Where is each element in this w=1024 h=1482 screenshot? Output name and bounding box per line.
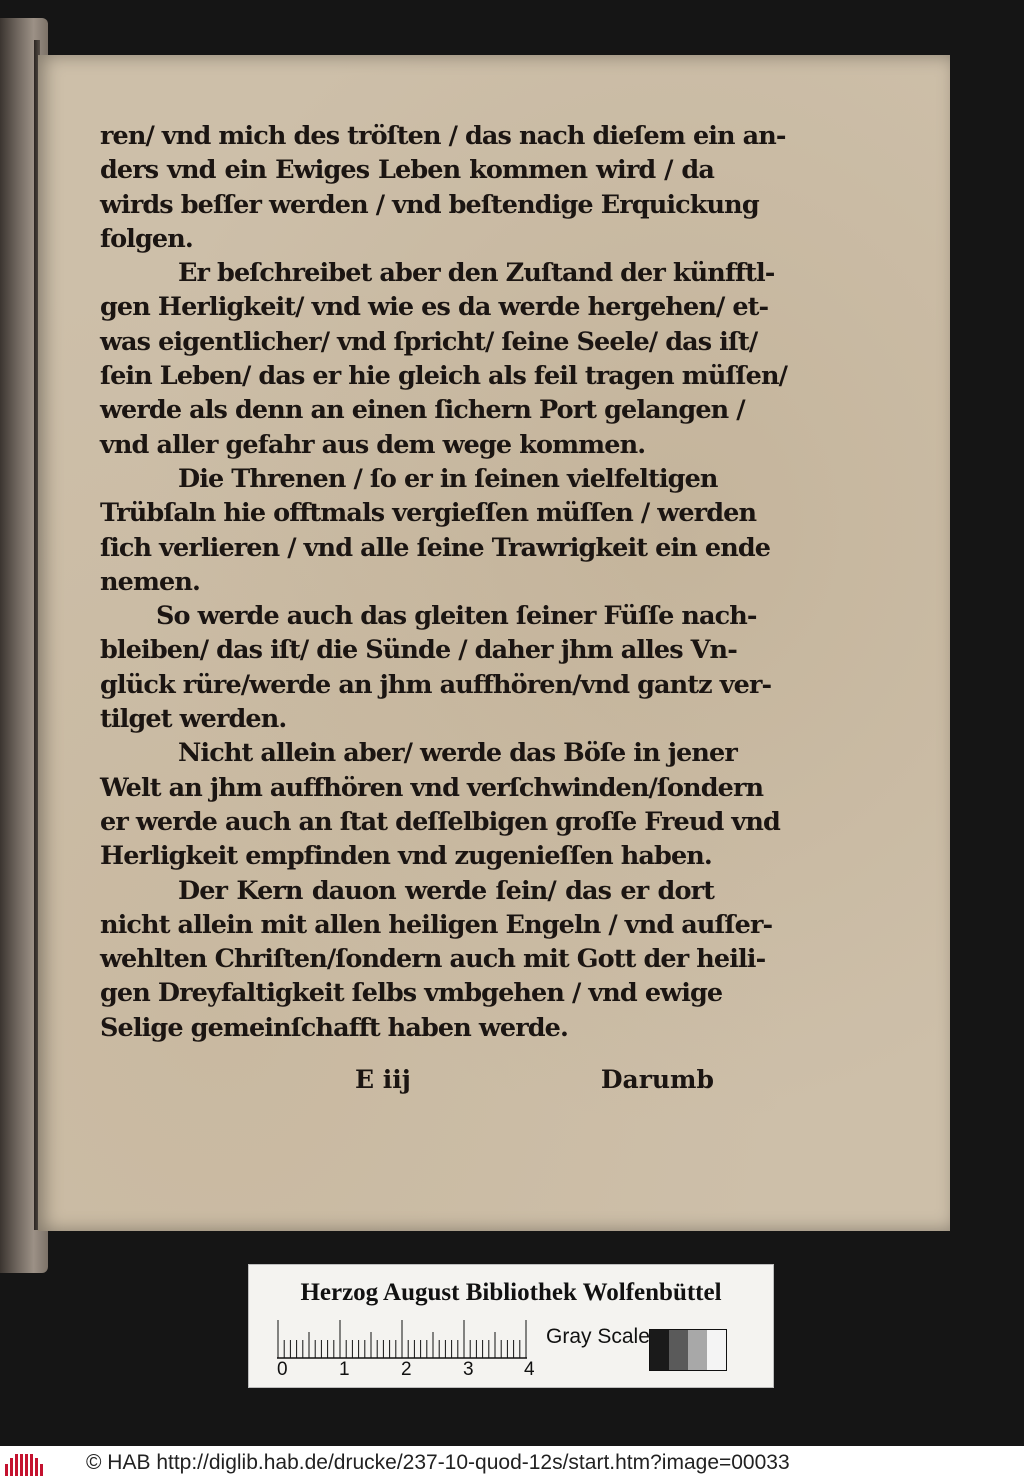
text-line-8: ſein Leben/ das er hie gleich als feil tragen müſſen/ (100, 361, 787, 392)
gray-scale-swatches (649, 1329, 727, 1371)
text-line-25: wehlten Chriſten/ſondern auch mit Gott der heili- (100, 944, 766, 975)
ruler-numbers (271, 1359, 541, 1381)
text-line-23: Der Kern dauon werde ſein/ das er dort (178, 875, 714, 906)
text-line-12: Trübſaln hie offtmals vergieſſen müſſen / werden (100, 498, 757, 529)
ruler-number-3: 3 (463, 1359, 474, 1380)
gray-swatch-3 (688, 1330, 707, 1370)
page-footer-row (100, 1065, 714, 1105)
ruler-number-0: 0 (277, 1359, 288, 1380)
text-line-3: wirds beſſer werden / vnd beſtendige Erquickung (100, 189, 759, 220)
text-line-19: Nicht allein aber/ werde das Böſe in jener (178, 738, 737, 769)
text-line-14: nemen. (100, 566, 200, 597)
text-line-22: Herligkeit empfinden vnd zugenieſſen haben. (100, 841, 712, 872)
ruler-number-4: 4 (524, 1359, 535, 1380)
hab-logo-icon (5, 1454, 43, 1476)
scale-ruler (277, 1319, 529, 1359)
page-text-block (100, 119, 787, 1045)
ruler-number-1: 1 (339, 1359, 350, 1380)
status-bar (0, 1446, 1024, 1482)
gray-scale-label: Gray Scale (546, 1325, 650, 1348)
card-title: Herzog August Bibliothek Wolfenbüttel (300, 1279, 722, 1306)
gray-swatch-1 (650, 1330, 669, 1370)
text-line-10: vnd aller gefahr aus dem wege kommen. (100, 429, 646, 460)
text-line-18: tilget werden. (100, 704, 287, 735)
text-line-24: nicht allein mit allen heiligen Engeln / vnd auſſer- (100, 909, 773, 940)
signature-mark: E iij (355, 1065, 411, 1094)
text-line-1: ren/ vnd mich des tröſten / das nach dieſem ein an- (100, 121, 786, 151)
text-line-2: ders vnd ein Ewiges Leben kommen wird / da (100, 155, 714, 186)
text-line-20: Welt an jhm auffhören vnd verſchwinden/ſondern (100, 772, 764, 803)
ruler-number-2: 2 (401, 1359, 412, 1380)
calibration-card (248, 1264, 774, 1388)
text-line-26: gen Dreyfaltigkeit ſelbs vmbgehen / vnd ewige (100, 978, 723, 1009)
text-line-11: Die Threnen / ſo er in ſeinen vielfeltigen (178, 463, 718, 494)
scanned-page (38, 55, 950, 1231)
gray-swatch-4 (707, 1330, 726, 1370)
text-line-15: So werde auch das gleiten ſeiner Füſſe nach- (156, 601, 757, 632)
copyright-url-text[interactable]: © HAB http://diglib.hab.de/drucke/237-10-quod-12s/start.htm?image=00033 (86, 1451, 790, 1474)
text-line-5: Er beſchreibet aber den Zuſtand der künfftl- (178, 258, 775, 289)
text-line-4: folgen. (100, 223, 193, 254)
ruler-ticks (277, 1319, 529, 1359)
text-line-21: er werde auch an ſtat deſſelbigen groſſe Freud vnd (100, 806, 780, 837)
gray-swatch-2 (669, 1330, 688, 1370)
catchword: Darumb (600, 1065, 714, 1094)
text-line-13: ſich verlieren / vnd alle ſeine Trawrigkeit ein ende (100, 532, 771, 563)
text-line-17: glück rüre/werde an jhm auffhören/vnd gantz ver- (100, 669, 772, 700)
text-line-9: werde als denn an einen ſichern Port gelangen / (100, 395, 745, 426)
text-line-16: bleiben/ das iſt/ die Sünde / daher jhm alles Vn- (100, 635, 737, 666)
text-line-27: Selige gemeinſchafft haben werde. (100, 1012, 568, 1043)
text-line-6: gen Herligkeit/ vnd wie es da werde hergehen/ et- (100, 292, 769, 323)
text-line-7: was eigentlicher/ vnd ſpricht/ ſeine Seele/ das iſt/ (100, 326, 758, 357)
